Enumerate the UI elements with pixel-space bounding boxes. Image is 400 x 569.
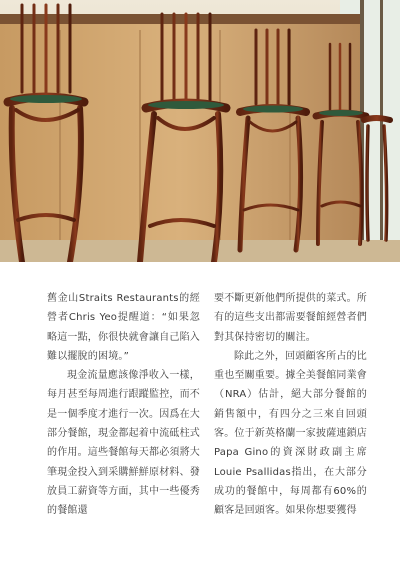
paragraph: 現金流量應該像淨收入一樣，每月甚至每周進行跟蹤監控，而不是一個季度才進行一次。因爲在大部分餐館，現金都起着中流砥柱式的作用。這些餐館每天都必須將大筆現金投入到采購鮮鮮原材料、發放員工薪資等方面，其中一些優秀的餐館還 xyxy=(47,370,200,517)
paragraph: 除此之外，回頭顧客所占的比重也至關重要。據全美餐館同業會（NRA）估計，絕大部分餐館的銷售額中，有四分之三來自回頭客。位于新英格蘭一家披薩連鎖店Papa Gino的資深財政副主席Louie Psallidas指出，在大部分成功的餐館中，每周都有60%的顧客是回頭客。如果你想要獲得 xyxy=(214,350,367,517)
article-body xyxy=(47,289,367,549)
article-column-right xyxy=(214,289,367,549)
paragraph: 要不斷更新他們所提供的菜式。所有的這些支出都需要餐館經營者們對其保持密切的關注。 xyxy=(214,293,367,343)
paragraph: 舊金山Straits Restaurants的經營者Chris Yeo提醒道：“如果忽略這一點，你很快就會讓自己陷入難以擺脫的困境。” xyxy=(47,293,200,362)
article-column-left xyxy=(47,289,200,549)
bar-stools-photo xyxy=(0,0,400,262)
